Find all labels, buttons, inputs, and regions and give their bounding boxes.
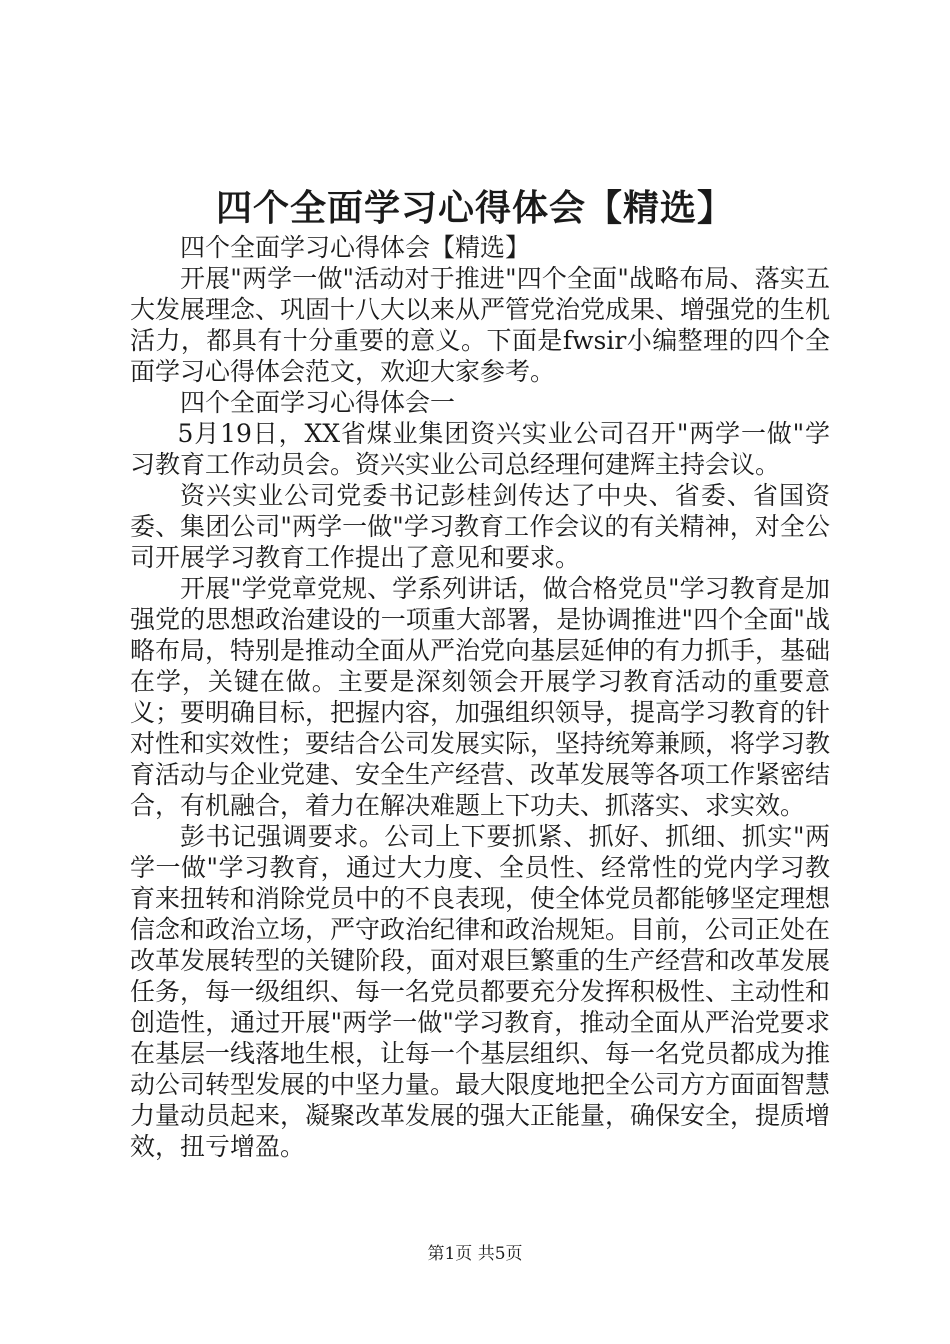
document-body [130, 232, 830, 1162]
body-paragraph: 资兴实业公司党委书记彭桂剑传达了中央、省委、省国资委、集团公司"两学一做"学习教育工作会议的有关精神，对全公司开展学习教育工作提出了意见和要求。 [130, 481, 830, 572]
section-heading: 四个全面学习心得体会一 [180, 388, 456, 417]
body-paragraph: 彭书记强调要求。公司上下要抓紧、抓好、抓细、抓实"两学一做"学习教育，通过大力度、全员性、经常性的党内学习教育来扭转和消除党员中的不良表现，使全体党员都能够坚定理想信念和政治立场，严守政治纪律和政治规矩。目前，公司正处在改革发展转型的关键阶段，面对艰巨繁重的生产经营和改革发展任务，每一级组织、每一名党员都要充分发挥积极性、主动性和创造性，通过开展"两学一做"学习教育，推动全面从严治党要求在基层一线落地生根，让每一个基层组织、每一名党员都成为推动公司转型发展的中坚力量。最大限度地把全公司方方面面智慧力量动员起来，凝聚改革发展的强大正能量，确保安全，提质增效，扭亏增盈。 [130, 822, 831, 1161]
body-paragraph: 5月19日，XX省煤业集团资兴实业公司召开"两学一做"学习教育工作动员会。资兴实业公司总经理何建辉主持会议。 [130, 419, 830, 479]
page-number-footer: 第1页 共5页 [427, 1244, 523, 1264]
document-title: 四个全面学习心得体会【精选】 [215, 187, 734, 229]
subtitle-paragraph: 四个全面学习心得体会【精选】 [180, 233, 531, 262]
body-paragraph: 开展"学党章党规、学系列讲话，做合格党员"学习教育是加强党的思想政治建设的一项重大部署，是协调推进"四个全面"战略布局，特别是推动全面从严治党向基层延伸的有力抓手，基础在学，关键在做。主要是深刻领会开展学习教育活动的重要意义；要明确目标，把握内容，加强组织领导，提高学习教育的针对性和实效性；要结合公司发展实际，坚持统筹兼顾，将学习教育活动与企业党建、安全生产经营、改革发展等各项工作紧密结合，有机融合，着力在解决难题上下功夫、抓落实、求实效。 [130, 574, 831, 820]
intro-paragraph: 开展"两学一做"活动对于推进"四个全面"战略布局、落实五大发展理念、巩固十八大以来从严管党治党成果、增强党的生机活力，都具有十分重要的意义。下面是fwsir小编整理的四个全面学习心得体会范文，欢迎大家参考。 [130, 264, 831, 386]
